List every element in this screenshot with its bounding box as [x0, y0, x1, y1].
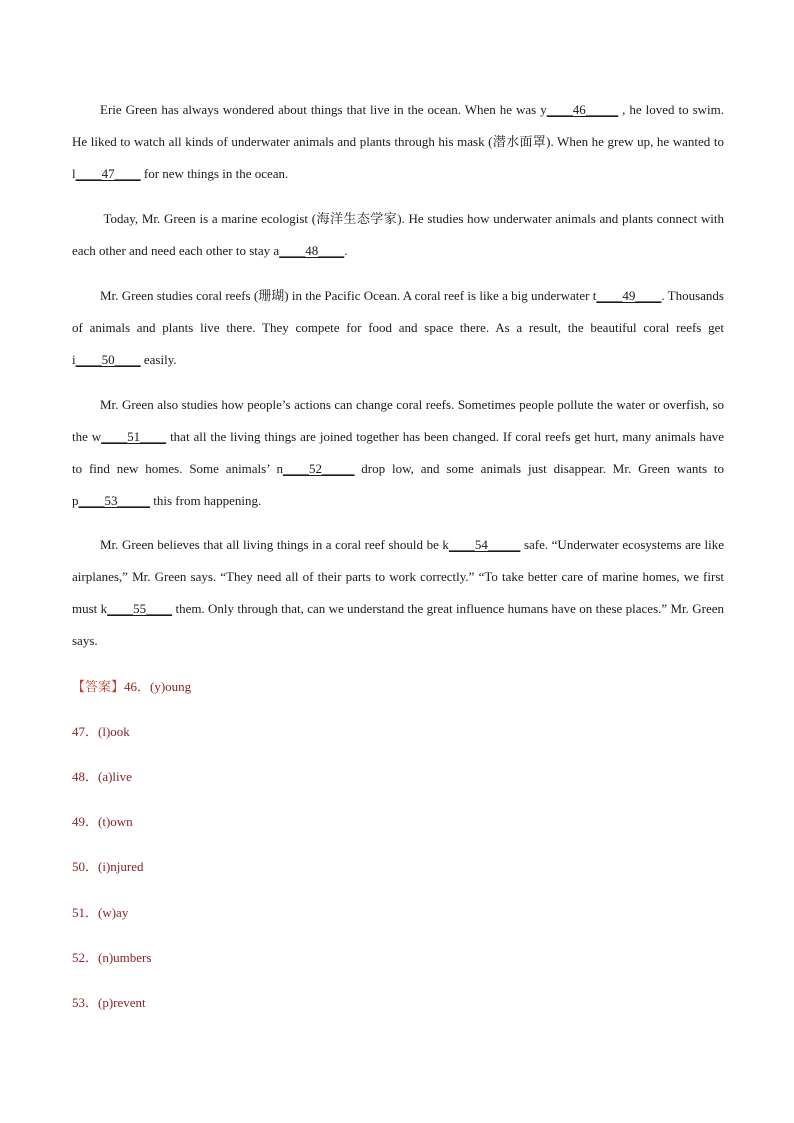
answer-line-53: 53．(p)revent	[72, 995, 146, 1010]
paragraph-text: them. Only through that, can we understand the great influence humans have on these places.” Mr. Green says.	[72, 601, 724, 648]
blank-51[interactable]: ____51____	[101, 429, 167, 444]
paragraph-text: Mr. Green studies coral reefs (珊瑚) in the Pacific Ocean. A coral reef is like a big underwater t	[100, 288, 597, 303]
paragraph-text: Mr. Green also studies how people’s actions can change coral reefs. Sometimes people pollute the water or overfish, so the w	[72, 397, 724, 444]
paragraph-text: this from happening.	[150, 493, 262, 508]
passage-paragraph-4	[72, 389, 724, 517]
blank-53[interactable]: ____53_____	[78, 493, 150, 508]
paragraph-text: that all the living things are joined together has been changed. If coral reefs get hurt, many animals have to find new homes. Some animals’ n	[72, 429, 724, 476]
answer-line-49: 49．(t)own	[72, 814, 133, 829]
paragraph-text: . Thousands of animals and plants live there. They compete for food and space there. As a result, the beautiful coral reefs get i	[72, 288, 724, 367]
blank-54[interactable]: ____54_____	[448, 537, 521, 552]
paragraph-text: Mr. Green believes that all living things in a coral reef should be k	[100, 537, 449, 552]
paragraph-text: .	[344, 243, 348, 258]
answer-text: 46．(y)oung	[124, 679, 192, 694]
blank-46[interactable]: ____46_____	[546, 102, 619, 117]
paragraph-text: easily.	[140, 352, 177, 367]
answer-line-52: 52．(n)umbers	[72, 950, 152, 965]
passage-paragraph-3	[72, 280, 724, 376]
answer-line-51: 51．(w)ay	[72, 905, 129, 920]
paragraph-text: Today, Mr. Green is a marine ecologist (海洋生态学家). He studies how underwater animals and plants connect with each other and need each other to stay a	[72, 211, 724, 258]
paragraph-text: drop low, and some animals just disappear. Mr. Green wants to p	[72, 461, 725, 508]
answer-tag: 【答案】	[72, 679, 125, 694]
paragraph-text: , he loved to swim. He liked to watch all kinds of underwater animals and plants through his mask (潜水面罩). When he grew up, he wanted to l	[72, 102, 725, 181]
paragraph-text: for new things in the ocean.	[140, 166, 289, 181]
answer-line-46	[72, 677, 191, 697]
blank-55[interactable]: ____55____	[107, 601, 173, 616]
passage-paragraph-2	[72, 203, 724, 267]
blank-49[interactable]: ____49____	[596, 288, 662, 303]
blank-52[interactable]: ____52_____	[282, 461, 355, 476]
answer-line-50: 50．(i)njured	[72, 859, 144, 874]
answer-line-47: 47．(l)ook	[72, 724, 130, 739]
paragraph-text: safe. “Underwater ecosystems are like airplanes,” Mr. Green says. “They need all of their parts to work correctly.” “To take better care of marine homes, we first must k	[72, 537, 724, 616]
answer-line-48: 48．(a)live	[72, 769, 132, 784]
blank-48[interactable]: ____48____	[279, 243, 345, 258]
passage-paragraph-5	[72, 529, 724, 657]
blank-50[interactable]: ____50____	[75, 352, 141, 367]
paragraph-text: Erie Green has always wondered about things that live in the ocean. When he was y	[100, 102, 547, 117]
passage-paragraph-1	[72, 94, 724, 190]
blank-47[interactable]: ____47____	[75, 166, 141, 181]
